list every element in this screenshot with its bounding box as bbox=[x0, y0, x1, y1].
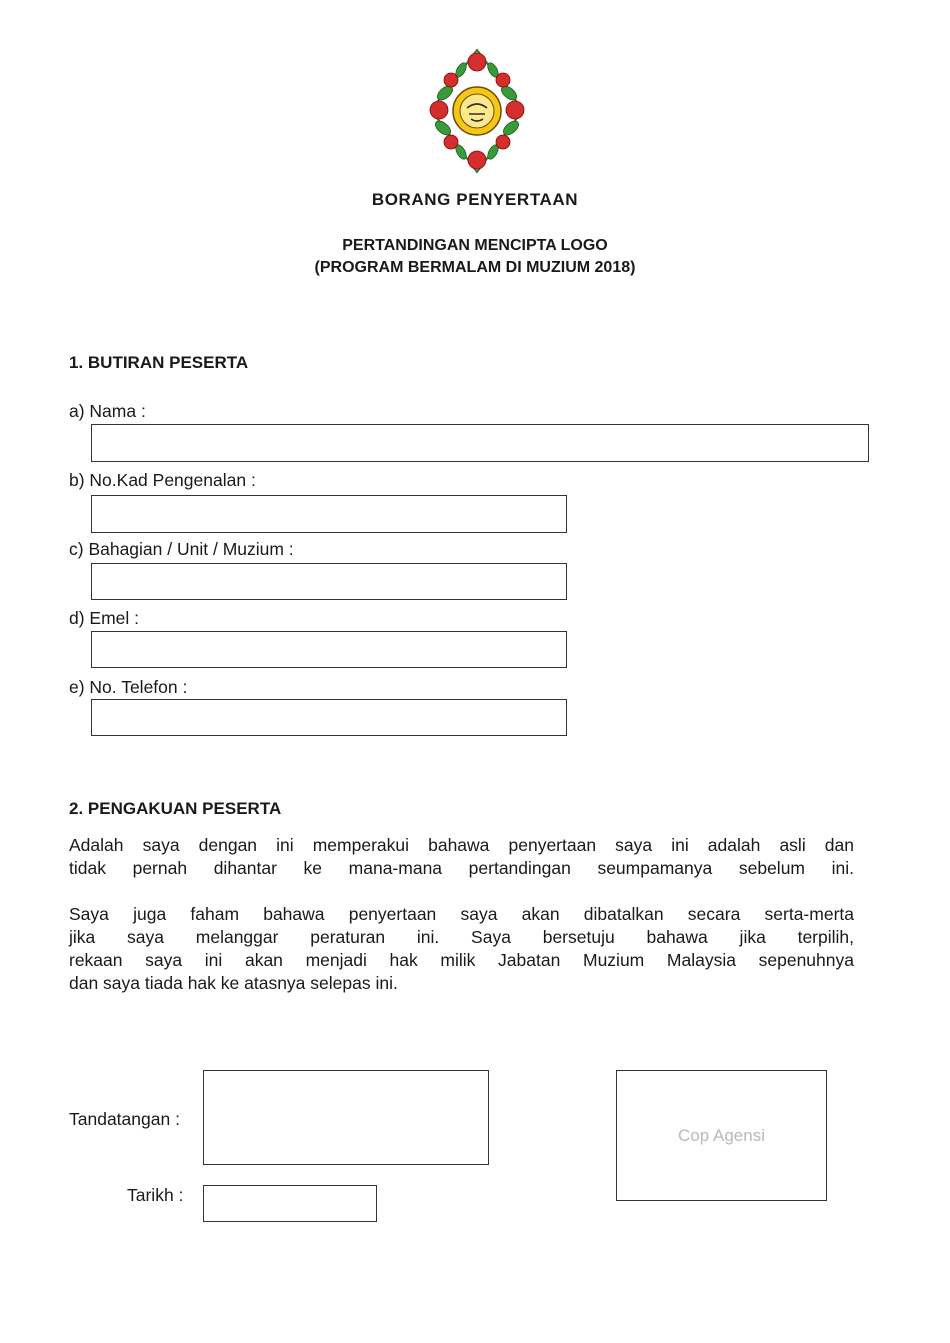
declaration-paragraph-1 bbox=[69, 834, 854, 880]
section-heading-participant-details: 1. BUTIRAN PESERTA bbox=[69, 353, 249, 372]
department-field[interactable] bbox=[91, 563, 567, 600]
subtitle-line-2: (PROGRAM BERMALAM DI MUZIUM 2018) bbox=[314, 259, 636, 276]
declaration-paragraph-2 bbox=[69, 903, 854, 995]
agency-stamp-placeholder: Cop Agensi bbox=[678, 1125, 765, 1145]
section-heading-declaration: 2. PENGAKUAN PESERTA bbox=[69, 799, 282, 818]
email-label: d) Emel : bbox=[69, 608, 140, 628]
ic-number-field[interactable] bbox=[91, 495, 567, 533]
email-field[interactable] bbox=[91, 631, 567, 668]
date-label: Tarikh : bbox=[127, 1185, 184, 1205]
date-field[interactable] bbox=[203, 1185, 377, 1222]
name-label: a) Nama : bbox=[69, 401, 146, 421]
form-subtitle bbox=[0, 235, 950, 279]
paragraph-line: jika saya melanggar peraturan ini. Saya bersetuju bahawa jika terpilih, bbox=[69, 927, 854, 947]
paragraph-line: Adalah saya dengan ini memperakui bahawa penyertaan saya ini adalah asli dan bbox=[69, 835, 854, 855]
agency-stamp-box[interactable] bbox=[616, 1070, 827, 1201]
ic-number-label: b) No.Kad Pengenalan : bbox=[69, 470, 256, 490]
department-label: c) Bahagian / Unit / Muzium : bbox=[69, 539, 294, 559]
museum-emblem-logo bbox=[425, 48, 529, 176]
form-title: BORANG PENYERTAAN bbox=[371, 190, 579, 209]
phone-field[interactable] bbox=[91, 699, 567, 736]
paragraph-line: tidak pernah dihantar ke mana-mana pertandingan seumpamanya sebelum ini. bbox=[69, 858, 854, 878]
paragraph-line: rekaan saya ini akan menjadi hak milik Jabatan Muzium Malaysia sepenuhnya bbox=[69, 950, 854, 970]
name-field[interactable] bbox=[91, 424, 869, 462]
subtitle-line-1: PERTANDINGAN MENCIPTA LOGO bbox=[342, 237, 608, 254]
signature-label: Tandatangan : bbox=[69, 1109, 180, 1129]
paragraph-line: Saya juga faham bahawa penyertaan saya akan dibatalkan secara serta-merta bbox=[69, 904, 854, 924]
paragraph-line: dan saya tiada hak ke atasnya selepas ini. bbox=[69, 973, 398, 993]
phone-label: e) No. Telefon : bbox=[69, 677, 188, 697]
signature-box[interactable] bbox=[203, 1070, 489, 1165]
